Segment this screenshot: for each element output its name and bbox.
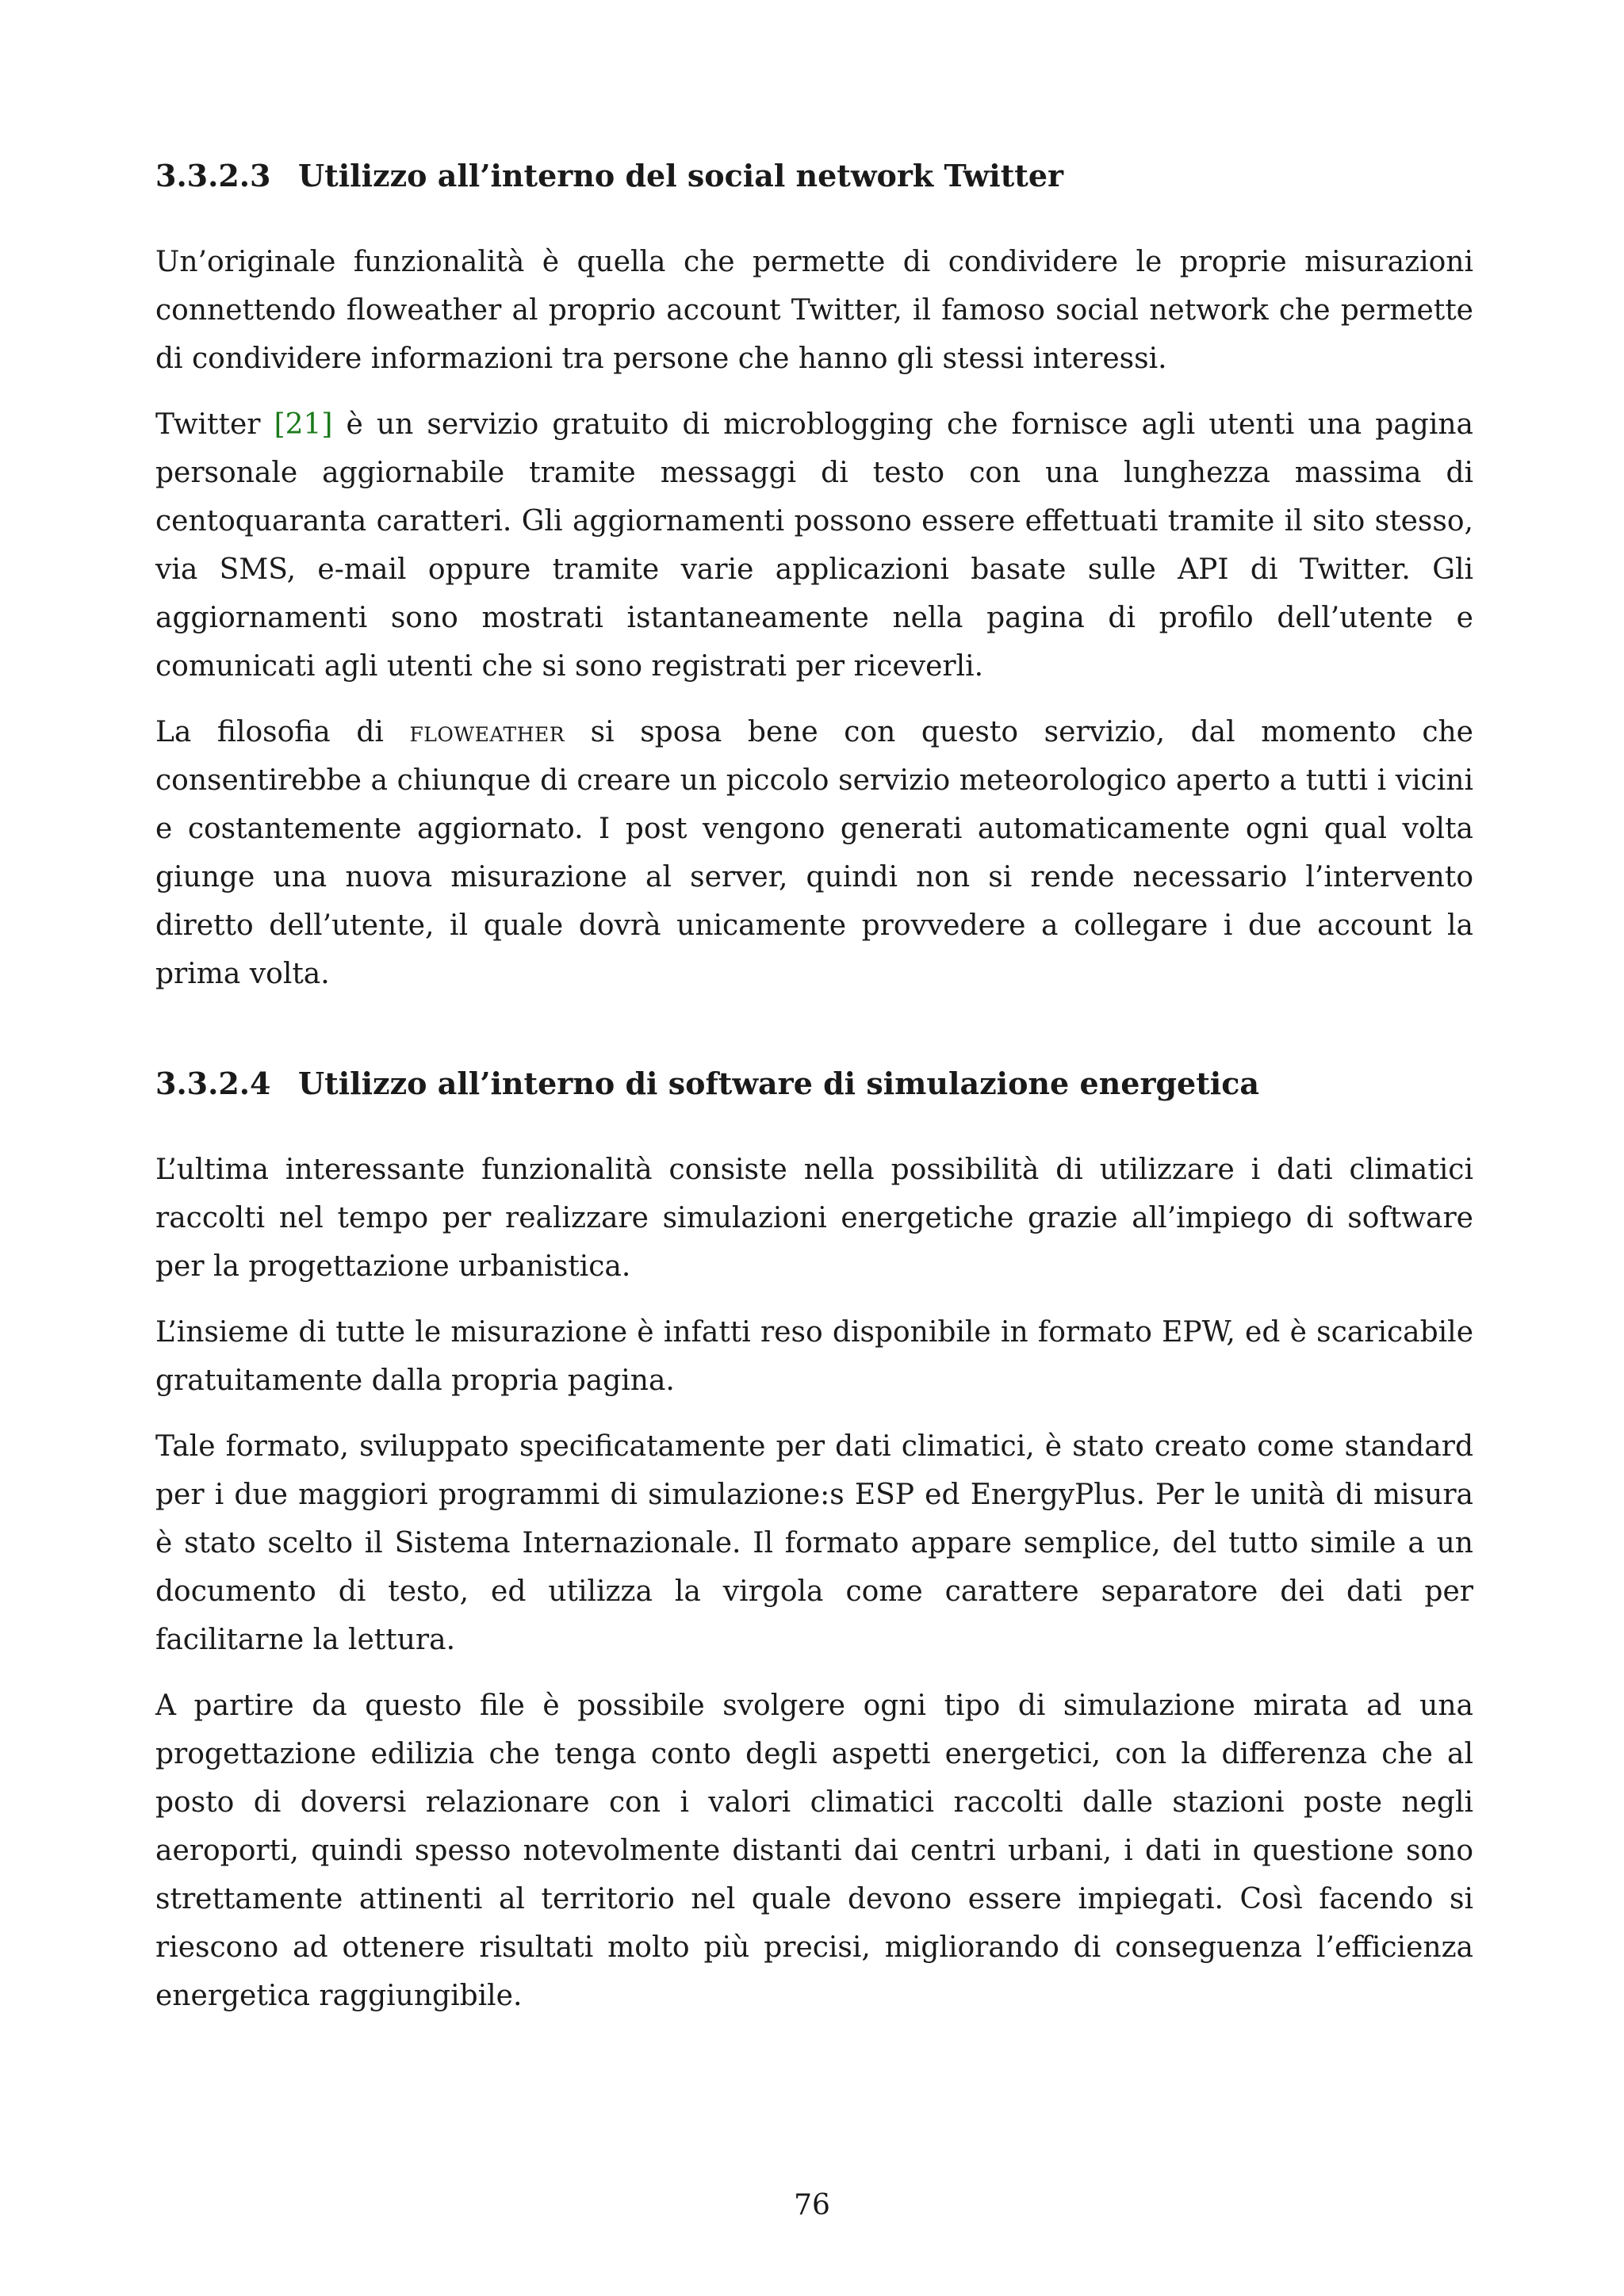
brand-name: floweather <box>409 716 565 748</box>
section-title: Utilizzo all’interno del social network Twitter <box>298 158 1064 193</box>
paragraph-simulation-benefits: A partire da questo file è possibile svolgere ogni tipo di simulazione mirata ad una progettazione edilizia che tenga conto degli aspetti energetici, con la differenza che al posto di doversi relazionare con i valori climatici raccolti dalle stazioni poste negli aeroporti, quindi spesso notevolmente distanti dai centri urbani, i dati in questione sono strettamente attinenti al territorio nel quale devono essere impiegati. Così facendo si riescono ad ottenere risultati molto più precisi, migliorando di conseguenza l’efficienza energetica raggiungibile. <box>155 1689 1473 2012</box>
paragraph-epw-format: L’insieme di tutte le misurazione è infatti reso disponibile in formato EPW, ed è scaricabile gratuitamente dalla propria pagina. <box>155 1316 1473 1397</box>
paragraph-text: si sposa bene con questo servizio, dal momento che consentirebbe a chiunque di creare un piccolo servizio meteorologico aperto a tutti i vicini e costantemente aggiornato. I post vengono generati automaticamente ogni qual volta giunge una nuova misurazione al server, quindi non si rende necessario l’intervento diretto dell’utente, il quale dovrà unicamente provvedere a collegare i due account la prima volta. <box>155 716 1473 990</box>
citation-link[interactable]: [21] <box>274 408 333 441</box>
section-number: 3.3.2.3 <box>155 158 271 193</box>
section-title: Utilizzo all’interno di software di simulazione energetica <box>298 1066 1259 1101</box>
page-body <box>155 155 1473 2020</box>
paragraph-format-details: Tale formato, sviluppato specificatamente per dati climatici, è stato creato come standard per i due maggiori programmi di simulazione:s ESP ed EnergyPlus. Per le unità di misura è stato scelto il Sistema Internazionale. Il formato appare semplice, del tutto simile a un documento di testo, ed utilizza la virgola come carattere separatore dei dati per facilitarne la lettura. <box>155 1430 1473 1656</box>
section-heading-3-3-2-3 <box>155 155 1473 197</box>
paragraph-text: è un servizio gratuito di microblogging che fornisce agli utenti una pagina personale aggiornabile tramite messaggi di testo con una lunghezza massima di centoquaranta caratteri. Gli aggiornamenti possono essere effettuati tramite il sito stesso, via SMS, e-mail oppure tramite varie applicazioni basate sulle API di Twitter. Gli aggiornamenti sono mostrati istantaneamente nella pagina di profilo dell’utente e comunicati agli utenti che si sono registrati per riceverli. <box>155 408 1473 683</box>
paragraph-twitter-intro: Un’originale funzionalità è quella che permette di condividere le proprie misurazioni connettendo floweather al proprio account Twitter, il famoso social network che permette di condividere informazioni tra persone che hanno gli stessi interessi. <box>155 246 1473 375</box>
paragraph-floweather-philosophy <box>155 708 1473 998</box>
section-number: 3.3.2.4 <box>155 1066 271 1101</box>
paragraph-simulation-intro: L’ultima interessante funzionalità consiste nella possibilità di utilizzare i dati climatici raccolti nel tempo per realizzare simulazioni energetiche grazie all’impiego di software per la progettazione urbanistica. <box>155 1154 1473 1283</box>
paragraph-twitter-description <box>155 400 1473 691</box>
page-number: 76 <box>794 2189 830 2221</box>
paragraph-text: La filosofia di <box>155 716 410 748</box>
section-heading-3-3-2-4 <box>155 1063 1473 1104</box>
paragraph-text: Twitter <box>155 408 274 441</box>
